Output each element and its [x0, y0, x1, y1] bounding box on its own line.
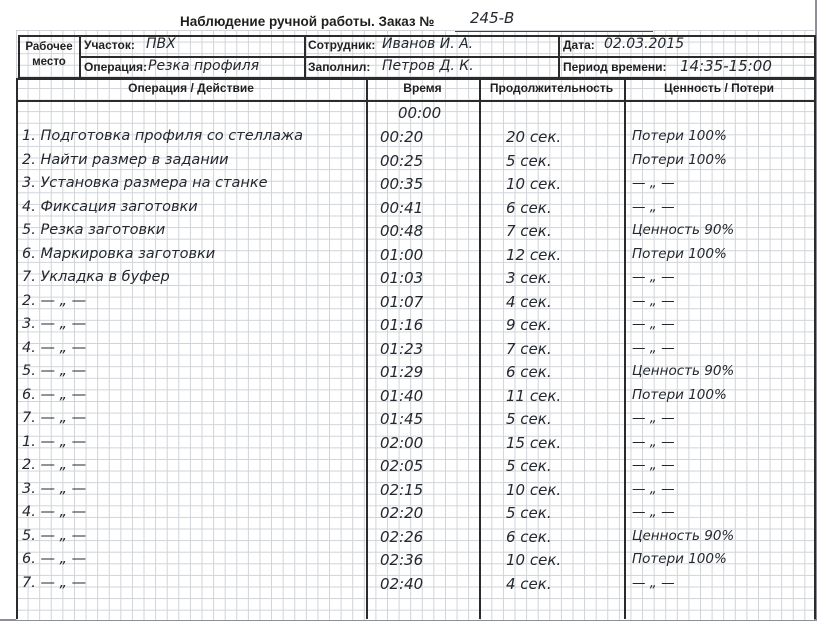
row-operation: 7. Укладка в буфер	[22, 269, 170, 285]
row-value: Ценность 90%	[632, 222, 735, 238]
row-operation: 1. Подготовка профиля со стеллажа	[22, 128, 303, 144]
row-time: 00:41	[380, 198, 424, 217]
row-time: 02:40	[380, 574, 424, 593]
row-operation: 2. Найти размер в задании	[22, 151, 229, 168]
row-value: Потери 100%	[632, 551, 727, 567]
table-row	[0, 316, 817, 339]
row-value: — „ —	[632, 457, 675, 473]
document-title: Наблюдение ручной работы. Заказ №	[180, 14, 435, 29]
row-duration: 10 сек.	[506, 480, 562, 499]
row-time: 02:26	[380, 527, 424, 546]
row-duration: 9 сек.	[506, 316, 552, 334]
row-value: Потери 100%	[632, 386, 727, 403]
column-header-time: Время	[403, 81, 442, 95]
row-value: Ценность 90%	[632, 363, 735, 379]
row-time: 00:25	[380, 151, 424, 170]
operation-value: Резка профиля	[148, 58, 260, 74]
row-value: — „ —	[632, 316, 675, 332]
section-label: Участок:	[84, 38, 135, 52]
row-duration: 4 сек.	[506, 574, 552, 593]
row-time: 01:29	[380, 363, 424, 381]
row-time: 01:45	[380, 410, 424, 428]
order-number-underline	[455, 31, 653, 32]
row-duration: 11 сек.	[506, 386, 562, 405]
table-row	[0, 363, 817, 386]
row-operation: 2. — „ —	[22, 457, 87, 473]
row-time: 01:16	[380, 316, 424, 334]
row-operation: 3. — „ —	[22, 316, 87, 332]
row-operation: 5. — „ —	[22, 363, 87, 379]
table-row	[0, 457, 817, 480]
employee-value: Иванов И. А.	[382, 36, 474, 52]
row-duration: 6 сек.	[506, 198, 552, 217]
row-value: — „ —	[632, 292, 675, 309]
row-time: 02:36	[380, 551, 424, 569]
period-label: Период времени:	[563, 60, 667, 74]
row-operation: 4. Фиксация заготовки	[22, 198, 198, 215]
row-duration: 6 сек.	[506, 527, 552, 546]
row-duration: 4 сек.	[506, 292, 552, 311]
row-time: 00:20	[380, 128, 424, 146]
employee-label: Сотрудник:	[308, 38, 376, 52]
table-row	[0, 269, 817, 292]
row-operation: 6. — „ —	[22, 386, 87, 403]
row-time: 01:00	[380, 245, 424, 264]
table-row	[0, 575, 817, 598]
table-row	[0, 434, 817, 457]
row-operation: 3. — „ —	[22, 480, 87, 497]
row-operation: 3. Установка размера на станке	[22, 175, 268, 191]
table-row	[0, 504, 817, 527]
row-time: 02:05	[380, 457, 424, 475]
row-operation: 4. — „ —	[22, 504, 87, 520]
filled-by-value: Петров Д. К.	[382, 58, 474, 74]
row-value: — „ —	[632, 339, 675, 356]
table-row	[0, 293, 817, 316]
table-row	[0, 481, 817, 504]
table-row	[0, 222, 817, 245]
row-operation: 6. Маркировка заготовки	[22, 245, 216, 262]
row-duration: 10 сек.	[506, 175, 562, 193]
row-duration: 7 сек.	[506, 222, 552, 240]
column-header-duration: Продолжительность	[489, 81, 614, 95]
row-time: 00:35	[380, 175, 424, 193]
row-value: Потери 100%	[632, 245, 727, 262]
operation-label: Операция:	[84, 60, 148, 74]
period-value: 14:35-15:00	[680, 57, 772, 75]
row-value: — „ —	[632, 433, 675, 450]
row-value: — „ —	[632, 480, 675, 497]
table-row	[0, 528, 817, 551]
row-duration: 15 сек.	[506, 433, 562, 452]
date-value: 02.03.2015	[604, 36, 685, 52]
table-row	[0, 246, 817, 269]
section-value: ПВХ	[146, 36, 176, 52]
row-time: 01:23	[380, 339, 424, 358]
row-operation: 4. — „ —	[22, 339, 87, 356]
row-time: 02:00	[380, 433, 424, 452]
table-row	[0, 199, 817, 222]
row-value: — „ —	[632, 504, 675, 520]
row-operation: 5. — „ —	[22, 527, 87, 544]
row-duration: 5 сек.	[506, 151, 552, 170]
row-value: Потери 100%	[632, 128, 727, 144]
row-operation: 6. — „ —	[22, 551, 87, 567]
row-time: 01:40	[380, 386, 424, 405]
order-number: 245-В	[470, 9, 515, 27]
row-value: Потери 100%	[632, 151, 727, 168]
row-operation: 5. Резка заготовки	[22, 222, 166, 238]
row-operation: 7. — „ —	[22, 574, 87, 591]
row-time: 01:03	[380, 269, 424, 287]
table-row	[0, 340, 817, 363]
workplace-label: Рабочее место	[25, 41, 73, 68]
date-label: Дата:	[563, 38, 595, 52]
row-duration: 6 сек.	[506, 363, 552, 381]
row-time: 02:20	[380, 504, 424, 522]
row-value: — „ —	[632, 574, 675, 591]
row-time: 00:48	[380, 222, 424, 240]
column-header-operation: Операция / Действие	[128, 81, 254, 95]
row-duration: 5 сек.	[506, 457, 552, 475]
row-value: — „ —	[632, 410, 675, 426]
row-time: 02:15	[380, 480, 424, 499]
row-value: — „ —	[632, 198, 675, 215]
filled-by-label: Заполнил:	[308, 60, 371, 74]
table-row	[0, 152, 817, 175]
table-row	[0, 387, 817, 410]
column-header-value: Ценность / Потери	[663, 81, 775, 95]
row-duration: 7 сек.	[506, 339, 552, 358]
row-value: — „ —	[632, 175, 675, 191]
table-row	[0, 551, 817, 574]
row-duration: 5 сек.	[506, 410, 552, 428]
row-value: Ценность 90%	[632, 527, 735, 544]
row-operation: 7. — „ —	[22, 410, 87, 426]
table-row	[0, 175, 817, 198]
row-operation: 2. — „ —	[22, 292, 87, 309]
table-row	[0, 410, 817, 433]
row-duration: 5 сек.	[506, 504, 552, 522]
row-duration: 12 сек.	[506, 245, 562, 264]
table-row	[0, 128, 817, 151]
row-duration: 3 сек.	[506, 269, 552, 287]
row-duration: 20 сек.	[506, 128, 562, 146]
start-time: 00:00	[398, 104, 442, 122]
row-operation: 1. — „ —	[22, 433, 87, 450]
row-value: — „ —	[632, 269, 675, 285]
row-duration: 10 сек.	[506, 551, 562, 569]
row-time: 01:07	[380, 292, 424, 311]
